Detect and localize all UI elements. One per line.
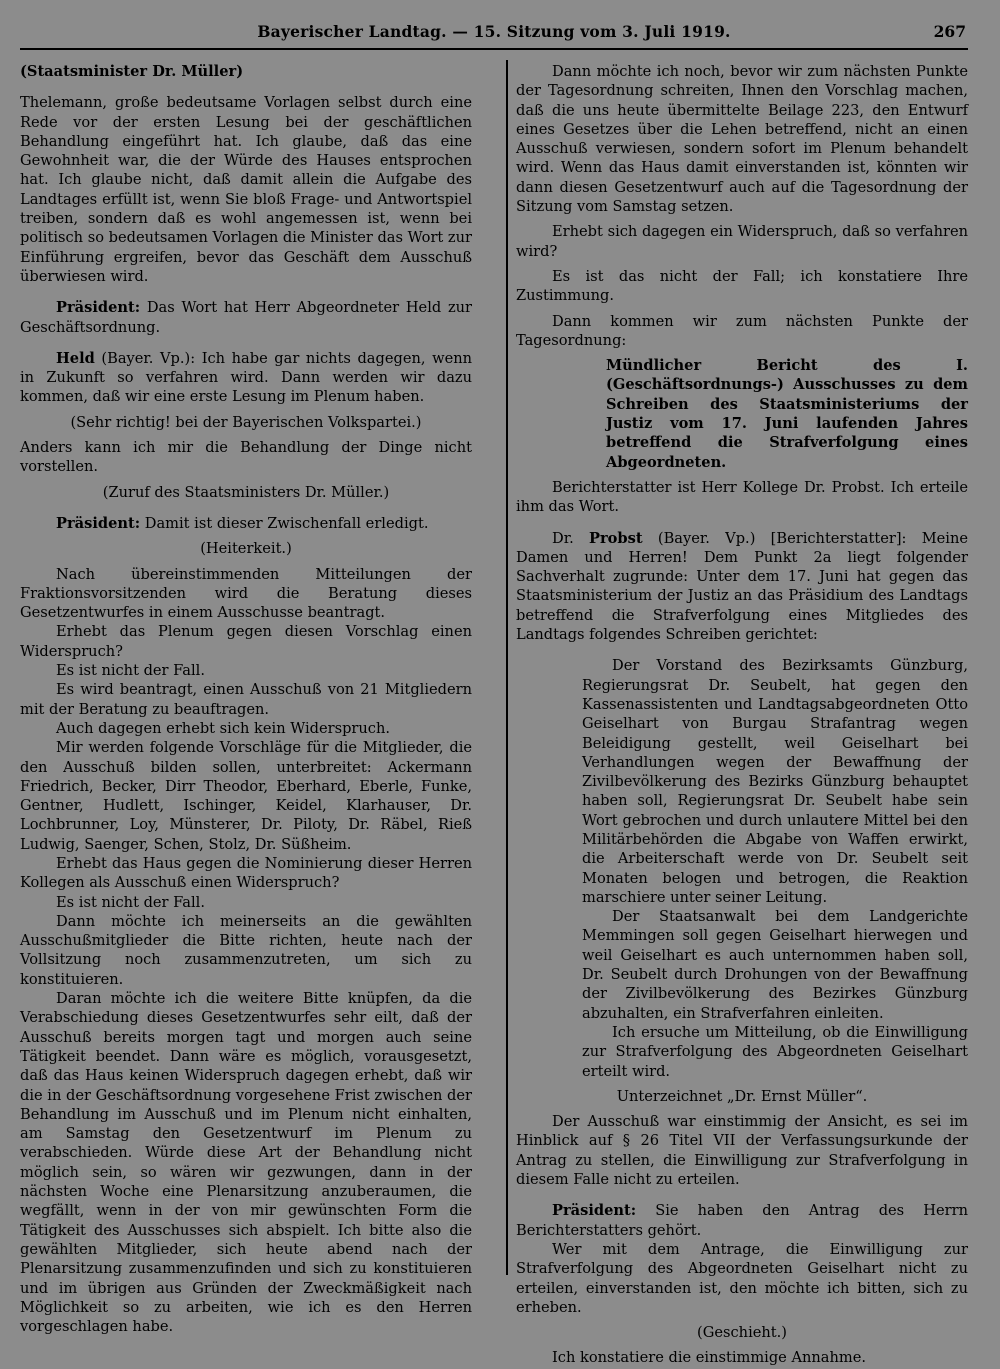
speaker-name: Präsident: xyxy=(56,514,141,532)
paragraph: Dann möchte ich noch, bevor wir zum nächsten Punkte der Tagesordnung schreiten, Ihnen den Vorschlag machen, daß die uns heute übermittelte Beilage 223, den Entwurf eines Gesetzes über die Lehen betreffend, nicht an einen Ausschuß verwiesen, sondern sofort im Plenum behandelt wird. Wenn das Haus damit einverstanden ist, könnten wir dann diesen Gesetzentwurf auch auf die Tagesordnung der Sitzung vom Samstag setzen. xyxy=(516,63,968,216)
paragraph: Es ist das nicht der Fall; ich konstatiere Ihre Zustimmung. xyxy=(516,267,968,305)
paragraph: Es wird beantragt, einen Ausschuß von 21 Mitgliedern mit der Beratung zu beauftragen. xyxy=(20,681,472,718)
paragraph: Berichterstatter ist Herr Kollege Dr. Probst. Ich erteile ihm das Wort. xyxy=(516,478,968,516)
interjection: (Zuruf des Staatsministers Dr. Müller.) xyxy=(102,483,390,501)
paragraph xyxy=(20,349,472,407)
speech-text: Sie haben den Antrag des Herrn Berichterstatters gehört. xyxy=(516,1202,968,1239)
paragraph: Anders kann ich mir die Behandlung der Dinge nicht vorstellen. xyxy=(20,439,472,476)
left-column xyxy=(20,62,472,1336)
speaker-reference: (Staatsminister Dr. Müller) xyxy=(20,63,244,80)
running-title: Bayerischer Landtag. — 15. Sitzung vom 3. Juli 1919. xyxy=(257,22,731,41)
right-column xyxy=(516,62,968,1368)
speech-text: (Bayer. Vp.) [Berichterstatter]: Meine Damen und Herren! Dem Punkt 2a liegt folgender Sachverhalt zugrunde: Unter dem 17. Juni hat gegen das Staatsministerium der Justiz an das Präsidium des Landtags betreffend die Strafverfolgung eines Mitgliedes des Landtags folgendes Schreiben gerichtet: xyxy=(516,529,969,644)
speaker-title: Dr. xyxy=(552,529,574,547)
paragraph: Erhebt das Plenum gegen diesen Vorschlag einen Widerspruch? xyxy=(20,623,472,660)
speaker-name: Held xyxy=(56,349,95,367)
page-header xyxy=(20,22,968,50)
paragraph: Dann möchte ich meinerseits an die gewählten Ausschußmitglieder die Bitte richten, heute nach der Vollsitzung noch zusammenzutreten, um sich zu konstituieren. xyxy=(20,912,472,988)
paragraph: Erhebt das Haus gegen die Nominierung dieser Herren Kollegen als Ausschuß einen Widerspruch? xyxy=(20,854,472,892)
speaker-name: Probst xyxy=(589,529,643,547)
paragraph: Auch dagegen erhebt sich kein Widerspruch. xyxy=(56,719,391,737)
speech-text: Damit ist dieser Zwischenfall erledigt. xyxy=(144,514,429,532)
paragraph: Thelemann, große bedeutsame Vorlagen selbst durch eine Rede vor der ersten Lesung bei der geschäftlichen Behandlung eingeführt hat. Ich glaube, daß das eine Gewohnheit war, die der Würde des Hauses entsprochen hat. Ich glaube nicht, daß damit allein die Aufgabe des Landtages erfüllt ist, wenn Sie bloß Frage- und Antwortspiel treiben, sondern daß es wohl angemessen ist, wenn bei politisch so bedeutsamen Vorlagen die Minister das Wort zur Einführung ergreifen, bevor das Geschäft dem Ausschuß überwiesen wird. xyxy=(20,94,472,285)
agenda-item-title: Mündlicher Bericht des I. (Geschäftsordnungs-) Ausschusses zu dem Schreiben des Staatsministeriums der Justiz vom 17. Juni laufenden Jahres betreffend die Strafverfolgung eines Abgeordneten. xyxy=(606,357,968,471)
speaker-name: Präsident: xyxy=(552,1202,637,1220)
paragraph: Nach übereinstimmenden Mitteilungen der Fraktionsvorsitzenden wird die Beratung dieses Gesetzentwurfes in einem Ausschusse beantragt. xyxy=(20,565,472,622)
page-number: 267 xyxy=(933,22,966,41)
column-divider xyxy=(506,60,508,1275)
paragraph: Es ist nicht der Fall. xyxy=(56,662,205,680)
paragraph xyxy=(20,514,472,533)
speech-text: (Bayer. Vp.): Ich habe gar nichts dagegen, wenn in Zukunft so verfahren wird. Dann werden wir dazu kommen, daß wir eine erste Lesung im Plenum haben. xyxy=(20,349,473,406)
interjection: (Geschieht.) xyxy=(697,1324,787,1342)
paragraph: Wer mit dem Antrage, die Einwilligung zur Strafverfolgung des Abgeordneten Geiselhart nicht zu erteilen, einverstanden ist, den möchte ich bitten, sich zu erheben. xyxy=(516,1240,968,1316)
paragraph xyxy=(516,1201,968,1240)
paragraph: Mir werden folgende Vorschläge für die Mitglieder, die den Ausschuß bilden sollen, unterbreitet: Ackermann Friedrich, Becker, Dirr Theodor, Eberhard, Eberle, Funke, Gentner, Hudlett, Ischinger, Keidel, Klarhauser, Dr. Lochbrunner, Loy, Münsterer, Dr. Piloty, Dr. Räbel, Rieß Ludwig, Saenger, Schen, Stolz, Dr. Süßheim. xyxy=(20,739,472,853)
paragraph: Es ist nicht der Fall. xyxy=(56,893,205,911)
letter-paragraph: Der Vorstand des Bezirksamts Günzburg, Regierungsrat Dr. Seubelt, hat gegen den Kassenassistenten und Landtagsabgeordneten Otto Geiselhart von Burgau Strafantrag wegen Beleidigung gestellt, weil Geiselhart bei Verhandlungen wegen der Bewaffnung der Zivilbevölkerung des Bezirks Günzburg behauptet haben soll, Regierungsrat Dr. Seubelt habe sein Wort gebrochen und durch unlautere Mittel bei den Militärbehörden die Abgabe von Waffen erwirkt, die Arbeiterschaft werde von Dr. Seubelt seit Monaten belogen und betrogen, die Reaktion marschiere unter seiner Leitung. xyxy=(582,657,968,906)
letter-signature: Unterzeichnet „Dr. Ernst Müller“. xyxy=(616,1087,868,1105)
letter-paragraph: Der Staatsanwalt bei dem Landgerichte Memmingen soll gegen Geiselhart hierwegen und weil Geiselhart es auch unternommen haben soll, Dr. Seubelt durch Drohungen von der Bewaffnung der Zivilbevölkerung des Bezirkes Günzburg abzuhalten, ein Strafverfahren einleiten. xyxy=(582,908,968,1022)
letter-paragraph: Ich ersuche um Mitteilung, ob die Einwilligung zur Strafverfolgung des Abgeordneten Geiselhart erteilt wird. xyxy=(582,1023,968,1080)
speech-text: Das Wort hat Herr Abgeordneter Held zur Geschäftsordnung. xyxy=(20,299,473,336)
paragraph: Erhebt sich dagegen ein Widerspruch, daß so verfahren wird? xyxy=(516,223,968,260)
paragraph xyxy=(20,298,472,337)
paragraph: Daran möchte ich die weitere Bitte knüpfen, da die Verabschiedung dieses Gesetzentwurfes sehr eilt, daß der Ausschuß bereits morgen tagt und morgen auch seine Tätigkeit beendet. Dann wäre es möglich, vorausgesetzt, daß das Haus keinen Widerspruch dagegen erhebt, daß wir die in der Geschäftsordnung vorgesehene Frist zwischen der Behandlung im Ausschuß und im Plenum nicht einhalten, am Samstag den Gesetzentwurf im Plenum zu verabschieden. Würde diese Art der Behandlung nicht möglich sein, so wären wir gezwungen, dann in der nächsten Woche eine Plenarsitzung anzuberaumen, die wegfällt, wenn in der von mir gewünschten Form die Tätigkeit des Ausschusses sich abspielt. Ich bitte also die gewählten Mitglieder, sich heute abend nach der Plenarsitzung zusammenzufinden und sich zu konstituieren und im übrigen aus Gründen der Zweckmäßigkeit nach Möglichkeit so zu arbeiten, wie ich es den Herren vorgeschlagen habe. xyxy=(20,990,472,1336)
paragraph: Dann kommen wir zum nächsten Punkte der Tagesordnung: xyxy=(516,312,968,349)
interjection: (Heiterkeit.) xyxy=(200,540,292,558)
speaker-name: Präsident: xyxy=(56,299,141,317)
interjection: (Sehr richtig! bei der Bayerischen Volkspartei.) xyxy=(70,413,422,431)
quoted-letter xyxy=(516,656,968,1081)
paragraph: Der Ausschuß war einstimmig der Ansicht, es sei im Hinblick auf § 26 Titel VII der Verfassungsurkunde der Antrag zu stellen, die Einwilligung zur Strafverfolgung in diesem Falle nicht zu erteilen. xyxy=(516,1113,968,1189)
paragraph xyxy=(516,529,968,645)
paragraph: Ich konstatiere die einstimmige Annahme. xyxy=(552,1349,867,1367)
